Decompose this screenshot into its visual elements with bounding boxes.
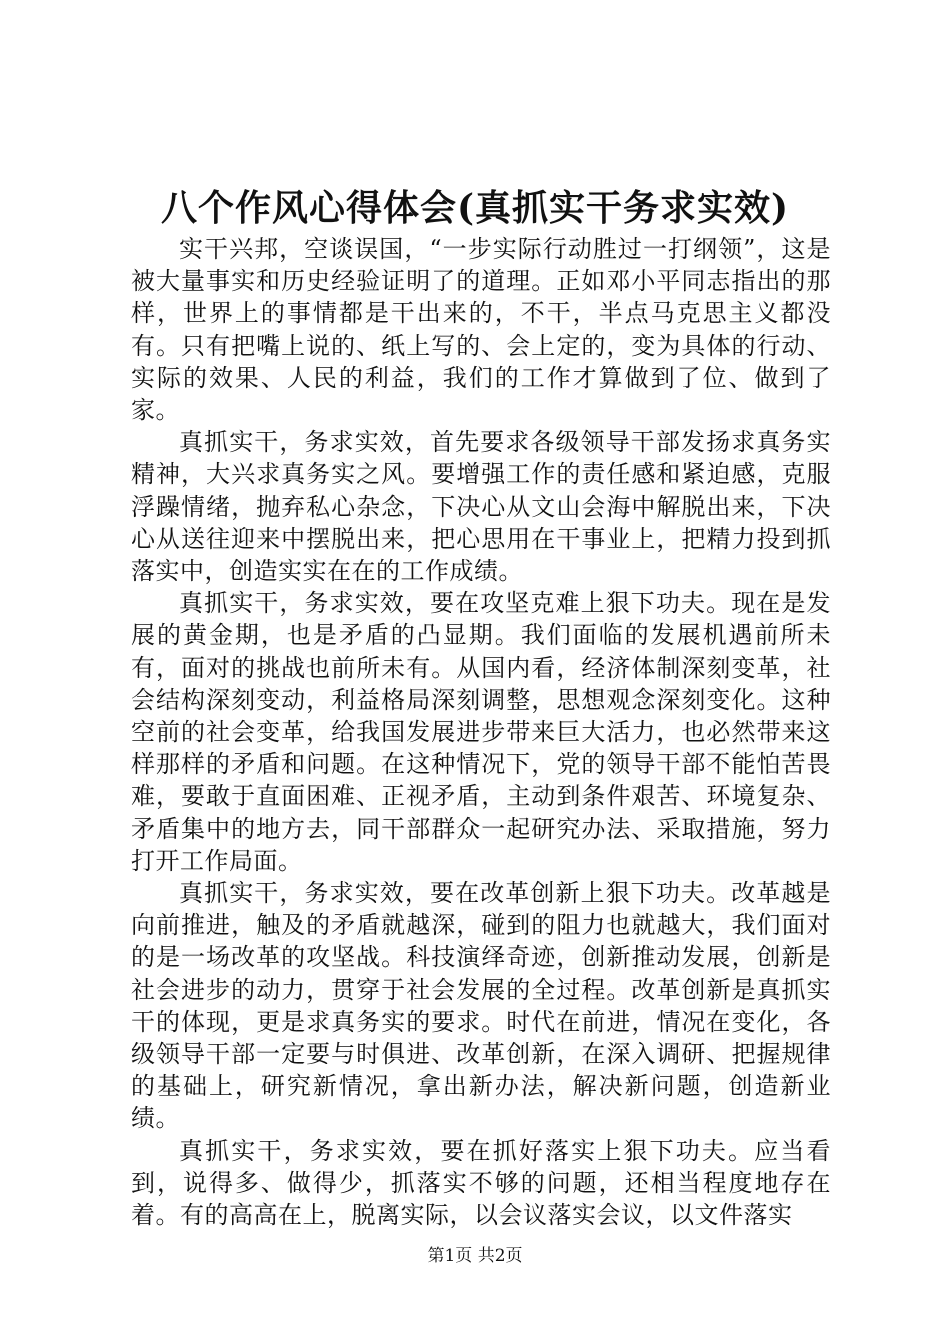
page-number-footer: 第1页 共2页 bbox=[427, 1246, 523, 1266]
paragraph-4: 真抓实干，务求实效，要在改革创新上狠下功夫。改革越是向前推进，触及的矛盾就越深，碰到的阻力也就越大，我们面对的是一场改革的攻坚战。科技演绎奇迹，创新推动发展，创新是社会进步的动力，贯穿于社会发展的全过程。改革创新是真抓实干的体现，更是求真务实的要求。时代在前进，情况在变化，各级领导干部一定要与时俱进、改革创新，在深入调研、把握规律的基础上，研究新情况，拿出新办法，解决新问题，创造新业绩。 bbox=[131, 879, 831, 1133]
paragraph-1: 实干兴邦，空谈误国，“一步实际行动胜过一打纲领”，这是被大量事实和历史经验证明了的道理。正如邓小平同志指出的那样，世界上的事情都是干出来的，不干，半点马克思主义都没有。只有把嘴上说的、纸上写的、会上定的，变为具体的行动、实际的效果、人民的利益，我们的工作才算做到了位、做到了家。 bbox=[131, 235, 831, 425]
paragraph-5: 真抓实干，务求实效，要在抓好落实上狠下功夫。应当看到，说得多、做得少，抓落实不够的问题，还相当程度地存在着。有的高高在上，脱离实际，以会议落实会议，以文件落实 bbox=[131, 1136, 831, 1230]
document-title: 八个作风心得体会(真抓实干务求实效) bbox=[160, 187, 790, 229]
document-body bbox=[131, 233, 831, 1231]
paragraph-3: 真抓实干，务求实效，要在攻坚克难上狠下功夫。现在是发展的黄金期，也是矛盾的凸显期。我们面临的发展机遇前所未有，面对的挑战也前所未有。从国内看，经济体制深刻变革，社会结构深刻变动，利益格局深刻调整，思想观念深刻变化。这种空前的社会变革，给我国发展进步带来巨大活力，也必然带来这样那样的矛盾和问题。在这种情况下，党的领导干部不能怕苦畏难，要敢于直面困难、正视矛盾，主动到条件艰苦、环境复杂、矛盾集中的地方去，同干部群众一起研究办法、采取措施，努力打开工作局面。 bbox=[131, 589, 831, 875]
paragraph-2: 真抓实干，务求实效，首先要求各级领导干部发扬求真务实精神，大兴求真务实之风。要增强工作的责任感和紧迫感，克服浮躁情绪，抛弃私心杂念，下决心从文山会海中解脱出来，下决心从送往迎来中摆脱出来，把心思用在干事业上，把精力投到抓落实中，创造实实在在的工作成绩。 bbox=[131, 428, 831, 586]
